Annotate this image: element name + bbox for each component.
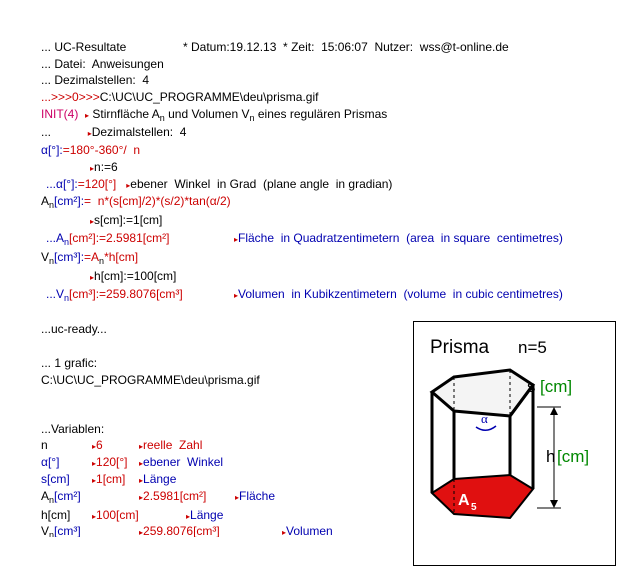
- var-value: ▸2.5981[cm²]: [139, 489, 207, 503]
- triangle-icon: ▸: [92, 442, 97, 451]
- var-desc: ▸reelle Zahl: [139, 438, 203, 452]
- triangle-icon: ▸: [139, 528, 144, 537]
- var-value: ▸120[°]: [92, 455, 128, 469]
- triangle-icon: ▸: [90, 164, 95, 173]
- init-desc: Stirnfläche A: [92, 107, 160, 121]
- area-description: ▸Fläche in Quadratzentimetern (area in square centimetres): [234, 231, 563, 245]
- var-desc: ▸Volumen: [282, 524, 333, 537]
- triangle-icon: ▸: [139, 442, 144, 451]
- ready-status: ...uc-ready...: [41, 322, 107, 336]
- triangle-icon: ▸: [87, 129, 92, 138]
- triangle-icon: ▸: [126, 181, 131, 190]
- path-text: C:\UC\UC_PROGRAMME\deu\prisma.gif: [99, 90, 319, 104]
- triangle-icon: ▸: [234, 291, 239, 300]
- area-sub: 5: [471, 502, 477, 513]
- var-desc: ▸Länge: [186, 508, 224, 522]
- arrow-up-icon: [550, 407, 558, 415]
- h-assignment: ▸h[cm]:=100[cm]: [90, 269, 177, 283]
- triangle-icon: ▸: [92, 476, 97, 485]
- var-value: ▸100[cm]: [92, 508, 139, 522]
- result-title: ... UC-Resultate: [41, 40, 127, 54]
- alpha-arc: [476, 426, 496, 430]
- datetime-user: * Datum:19.12.13 * Zeit: 15:06:07 Nutzer: wss@t-online.de: [183, 40, 509, 54]
- s-unit: [cm]: [540, 377, 573, 396]
- dec-line: ... ▸Dezimalstellen: 4: [41, 125, 187, 139]
- triangle-icon: ▸: [186, 512, 191, 521]
- triangle-icon: ▸: [139, 459, 144, 468]
- path-prefix: ...>>>0>>>: [41, 90, 100, 104]
- h-unit: [cm]: [557, 447, 590, 466]
- prism-figure: [413, 321, 616, 566]
- s-assignment: ▸s[cm]:=1[cm]: [90, 213, 163, 227]
- triangle-icon: ▸: [90, 217, 95, 226]
- figure-n-label: n=5: [518, 338, 547, 357]
- var-desc: ▸Fläche: [235, 489, 276, 503]
- var-row: n: [41, 438, 48, 452]
- decimals-line: ... Dezimalstellen: 4: [41, 73, 150, 87]
- init-line: INIT(4) ▸ Stirnfläche $A_n$ und Volumen $V_n$ eines regulären Prismas: [41, 107, 388, 123]
- grafic-count: ... 1 grafic:: [41, 356, 98, 370]
- volume-definition: $V_n[cm^3]:=A_n*h[cm]$: [41, 250, 139, 266]
- var-row: α[°]: [41, 455, 60, 469]
- base-face: [432, 475, 533, 518]
- variables-title: ...Variablen:: [41, 422, 105, 436]
- var-desc: ▸ebener Winkel: [139, 455, 224, 469]
- var-value: ▸6: [92, 438, 103, 452]
- var-row: h[cm]: [41, 508, 71, 522]
- h-label: h: [546, 447, 556, 466]
- triangle-icon: ▸: [234, 235, 239, 244]
- path-line: [41, 90, 318, 104]
- alpha-label: α: [481, 411, 488, 426]
- triangle-icon: ▸: [92, 512, 97, 521]
- s-label: s: [527, 377, 536, 396]
- file-line: ... Datei: Anweisungen: [41, 57, 164, 71]
- alpha-definition: α[°]:=180°-360°/ n: [41, 143, 141, 157]
- volume-description: ▸Volumen in Kubikzentimetern (volume in cubic centimetres): [234, 287, 563, 301]
- triangle-icon: ▸: [139, 493, 144, 502]
- var-row: $V_n[cm^3]$: [41, 524, 81, 537]
- arrow-down-icon: [550, 500, 558, 508]
- n-assignment: ▸n:=6: [90, 160, 118, 174]
- area-label: A: [458, 492, 470, 509]
- var-row: $A_n[cm^2]$: [41, 489, 81, 505]
- triangle-icon: ▸: [85, 111, 90, 120]
- triangle-icon: ▸: [139, 476, 144, 485]
- area-result: $...A_n[cm^2]:=2.5981[cm^2]$: [46, 231, 170, 247]
- var-row: s[cm]: [41, 472, 70, 486]
- var-value: ▸1[cm]: [92, 472, 126, 486]
- alpha-result: ...α[°]:=120[°] ▸ebener Winkel in Grad (plane angle in gradian): [46, 177, 393, 191]
- volume-result: $...V_n[cm^3]:=259.8076[cm^3]$: [46, 287, 183, 303]
- var-desc: ▸Länge: [139, 472, 177, 486]
- figure-title: Prisma: [430, 337, 490, 358]
- triangle-icon: ▸: [282, 528, 287, 537]
- triangle-icon: ▸: [92, 459, 97, 468]
- top-face: [432, 370, 533, 416]
- var-value: ▸259.8076[cm³]: [139, 524, 220, 537]
- triangle-icon: ▸: [90, 273, 95, 282]
- prism-drawing: [414, 322, 615, 565]
- triangle-icon: ▸: [235, 493, 240, 502]
- result-header: [41, 40, 126, 54]
- init-call: INIT(4): [41, 107, 79, 121]
- area-definition: $A_n[cm^2]:= n*(s[cm]/2)*(s/2)*\tan(\alpha/2)$: [41, 194, 231, 210]
- grafic-path: C:\UC\UC_PROGRAMME\deu\prisma.gif: [41, 373, 260, 387]
